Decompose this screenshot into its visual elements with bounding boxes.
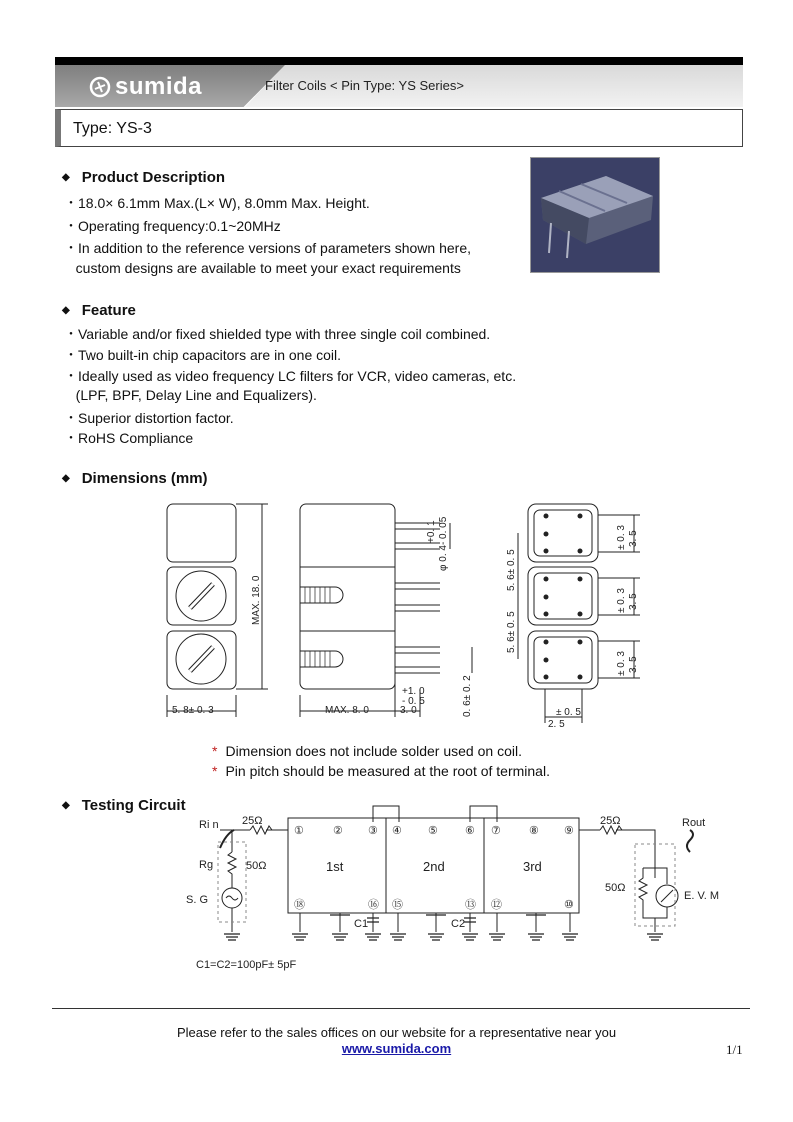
- website-link[interactable]: www.sumida.com: [341, 1041, 452, 1056]
- pin-label: ⑬: [465, 899, 476, 911]
- header-title: Filter Coils < Pin Type: YS Series>: [265, 78, 464, 93]
- note-asterisk: *: [212, 743, 218, 759]
- desc-line: custom designs are available to meet your exact requirements: [64, 260, 461, 276]
- note-text: Dimension does not include solder used on coil.: [225, 743, 522, 759]
- type-label: Type: YS-3: [73, 120, 152, 137]
- diamond-bullet-icon: ◆: [62, 172, 70, 183]
- feature-heading: [62, 302, 136, 319]
- label-evm: E. V. M: [684, 890, 720, 902]
- pin-label: ④: [392, 825, 402, 837]
- dim-row-pitch-tol: ± 0. 3: [616, 651, 627, 676]
- footer-text: Please refer to the sales offices on our website for a representative near you: [176, 1025, 617, 1040]
- dim-row-pitch: 3. 5: [628, 530, 639, 547]
- pin-label: ⑤: [428, 825, 438, 837]
- stage-label: 3rd: [523, 859, 542, 874]
- feature-line: ・Two built-in chip capacitors are in one coil.: [64, 347, 342, 363]
- label-c1: C1: [354, 918, 369, 930]
- feature-line: (LPF, BPF, Delay Line and Equalizers).: [64, 387, 317, 403]
- dim-height: MAX. 18. 0: [251, 575, 262, 625]
- pin-label: ⑥: [465, 825, 475, 837]
- label-r-in: 25Ω: [242, 815, 263, 827]
- feature-line: ・Variable and/or fixed shielded type with three single coil combined.: [64, 326, 491, 342]
- desc-line: ・18.0× 6.1mm Max.(L× W), 8.0mm Max. Height.: [64, 195, 370, 211]
- pin-label: ②: [333, 825, 343, 837]
- bottom-view-block: [528, 631, 598, 689]
- coil-side-view: [300, 504, 395, 689]
- diamond-bullet-icon: ◆: [62, 800, 70, 811]
- pin-label: ⑱: [294, 899, 305, 911]
- capacitor-note: C1=C2=100pF± 5pF: [196, 959, 297, 971]
- feature-line: ・RoHS Compliance: [64, 430, 194, 446]
- sumida-logo: [89, 73, 202, 101]
- pin-label: ⑨: [564, 825, 574, 837]
- dim-lead-tol-minus: - 0. 5: [402, 696, 425, 707]
- dim-lead-tol-plus: +1. 0: [402, 686, 425, 697]
- feature-line: ・Ideally used as video frequency LC filters for VCR, video cameras, etc.: [64, 368, 517, 384]
- header-rule: [55, 57, 743, 65]
- bottom-view-block: [528, 504, 598, 562]
- brand-name: sumida: [115, 73, 203, 100]
- stage-label: 1st: [326, 859, 344, 874]
- dim-pitch-a: 5. 6± 0. 5: [506, 549, 517, 591]
- dim-row-pitch-tol: ± 0. 3: [616, 588, 627, 613]
- testing-circuit-heading: [62, 797, 186, 814]
- pin-label: ⑩: [564, 899, 574, 911]
- coil-top-block: [167, 504, 236, 562]
- page-number: 1/1: [726, 1042, 743, 1057]
- dim-col-pitch: 2. 5: [548, 719, 565, 730]
- label-r-g: 50Ω: [246, 860, 267, 872]
- heading-text: Feature: [81, 302, 136, 319]
- label-rg: Rg: [199, 859, 214, 871]
- type-box: [55, 109, 743, 147]
- dim-row-pitch: 3. 5: [628, 593, 639, 610]
- pin-label: ①: [294, 825, 304, 837]
- diamond-bullet-icon: ◆: [62, 305, 70, 316]
- dim-pin-diameter: φ 0. 4- 0. 05: [438, 516, 449, 571]
- dim-pin-width: 0. 6± 0. 2: [462, 675, 473, 717]
- heading-text: Product Description: [81, 169, 226, 186]
- dimensions-heading: [62, 470, 208, 487]
- footer-rule: [52, 1008, 750, 1009]
- heading-text: Dimensions (mm): [81, 470, 208, 487]
- label-rout: Rout: [682, 817, 706, 829]
- product-photo: [530, 157, 660, 273]
- desc-line: ・In addition to the reference versions of parameters shown here,: [64, 240, 471, 256]
- dim-width: 5. 8± 0. 3: [172, 705, 214, 716]
- pin-label: ⑦: [491, 825, 501, 837]
- dim-row-pitch: 3. 5: [628, 656, 639, 673]
- note-asterisk: *: [212, 763, 218, 779]
- desc-line: ・Operating frequency:0.1~20MHz: [64, 218, 281, 234]
- dim-depth: MAX. 8. 0: [325, 705, 369, 716]
- sumida-logo-icon: [89, 76, 111, 98]
- pin-label: ③: [368, 825, 378, 837]
- dimension-note: [212, 743, 522, 759]
- product-description-heading: [62, 169, 225, 186]
- stage-label: 2nd: [423, 859, 445, 874]
- heading-text: Testing Circuit: [81, 797, 186, 814]
- dim-col-pitch-tol: ± 0. 5: [556, 707, 581, 718]
- dim-pin-diameter-tol: +0. 1: [426, 520, 437, 543]
- pin-label: ⑯: [368, 899, 379, 911]
- label-r-out: 25Ω: [600, 815, 621, 827]
- testing-circuit-diagram: [180, 800, 740, 980]
- resistor-50-load: [639, 868, 647, 910]
- dimension-note: [212, 763, 550, 779]
- dimension-drawing: [150, 495, 660, 735]
- label-r-load: 50Ω: [605, 882, 626, 894]
- diamond-bullet-icon: ◆: [62, 473, 70, 484]
- bottom-view-block: [528, 567, 598, 625]
- dim-lead-length: 3. 0: [400, 705, 417, 716]
- dim-pitch-b: 5. 6± 0. 5: [506, 611, 517, 653]
- pin-label: ⑧: [529, 825, 539, 837]
- label-c2: C2: [451, 918, 466, 930]
- feature-line: ・Superior distortion factor.: [64, 410, 234, 426]
- label-rin: Ri n: [199, 819, 219, 831]
- pin-label: ⑮: [392, 899, 403, 911]
- product-photo-image: [531, 158, 659, 272]
- pin-label: ⑫: [491, 899, 502, 911]
- page-header: [55, 65, 743, 107]
- note-text: Pin pitch should be measured at the root of terminal.: [225, 763, 550, 779]
- label-sg: S. G: [186, 894, 209, 906]
- dim-row-pitch-tol: ± 0. 3: [616, 525, 627, 550]
- resistor-50-source: [228, 852, 236, 888]
